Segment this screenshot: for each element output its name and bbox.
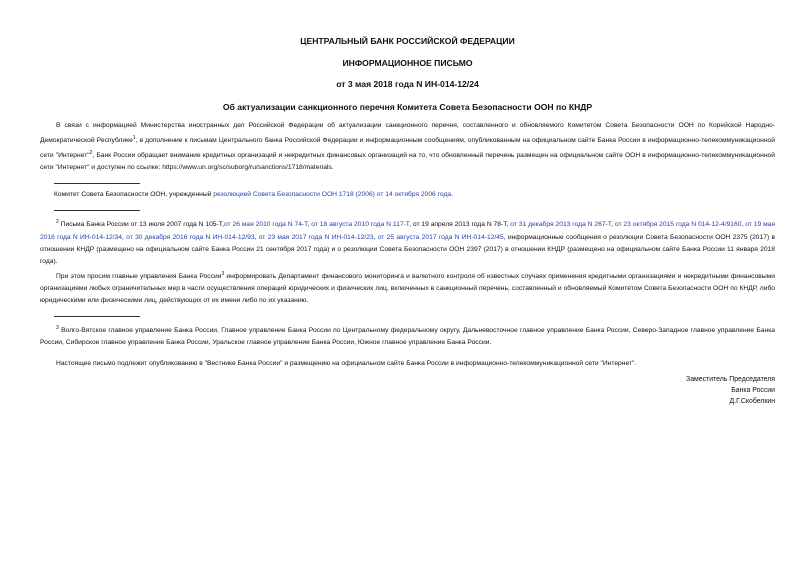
- document-number: от 3 мая 2018 года N ИН-014-12/24: [336, 79, 479, 89]
- letter-link[interactable]: от 23 октября 2015 года N 014-12-4/9160: [614, 221, 742, 229]
- footnote-2-marker: 2: [56, 219, 59, 226]
- paragraph-request-text-a: При этом просим главные управления Банка России: [56, 272, 222, 280]
- bank-name: ЦЕНТРАЛЬНЫЙ БАНК РОССИЙСКОЙ ФЕДЕРАЦИИ: [300, 36, 515, 46]
- footnote-2-text: , информационные сообщения о резолюции Совета Безопасности ООН 2375 (2017) в отношении КНДР (размещено на официальном сайте Банка России 21 сентября 2017 года) и о резолюции Совета Безопасности ООН 2397 (2017) в отношении КНДР (размещено на официальном сайте Банка России 11 января 2018 года).: [40, 233, 776, 265]
- footnote-divider: [54, 210, 140, 211]
- footnote-1: [54, 189, 775, 201]
- letter-link[interactable]: от 25 августа 2017 года N ИН-014-12/45: [377, 233, 504, 241]
- document-title: Об актуализации санкционного перечня Комитета Совета Безопасности ООН по КНДР: [222, 102, 593, 112]
- letter-link[interactable]: от 18 августа 2010 года N 117-Т: [311, 221, 410, 229]
- footnote-divider: [54, 183, 140, 184]
- document-type: ИНФОРМАЦИОННОЕ ПИСЬМО: [342, 58, 473, 68]
- footnote-divider: [54, 316, 140, 317]
- footnote-1-text: Комитет Совета Безопасности ООН, учрежденный: [54, 191, 214, 199]
- letter-link[interactable]: от 30 декабря 2016 года N ИН-014-12/93: [126, 233, 255, 241]
- footnote-ref-3[interactable]: 3: [221, 270, 225, 277]
- footnote-ref-1[interactable]: 1: [132, 135, 136, 141]
- footnote-2-text: Письма Банка России от 13 июля 2007 года N 105-Т,: [60, 221, 224, 229]
- letter-link[interactable]: от 31 декабря 2013 года N 267-Т: [510, 221, 612, 229]
- footnote-2-text: ,: [373, 233, 378, 241]
- letter-link[interactable]: от 19 мая 2016 года N ИН-014-12/34: [40, 221, 776, 241]
- paragraph-request: [40, 268, 775, 307]
- paragraph-publication: Настоящее письмо подлежит опубликованию в "Вестнике Банка России" и размещению на официальном сайте Банка России в информационно-телекоммуникационной сети "Интернет".: [56, 360, 637, 368]
- footnote-2-text: ,: [307, 221, 312, 229]
- signature-position: Заместитель Председателя: [686, 376, 775, 384]
- footnote-3-text: Волго-Вятское главное управление Банка России, Главное управление Банка России по Центральному федеральному округу, Дальневосточное главное управление Банка России, Северо-Западное главное управление Банка России, Сибирское главное управление Банка России, Уральское главное управление Банка России, Южное главное управление Банка России.: [40, 327, 776, 347]
- paragraph-intro-text-c: , Банк России обращает внимание кредитных организаций и некредитных финансовых организаций на то, что обновленный перечень размещен на официальном сайте ООН в информационно-телекоммуникационной сети "Интернет" и доступен по ссылке: https://www.un.org/sc/suborg/ru/sanctions/1718/materials.: [40, 152, 775, 172]
- resolution-1718-link[interactable]: резолюцией Совета Безопасности ООН 1718 (2006) от 14 октября 2006 года: [213, 191, 452, 199]
- footnote-3-marker: 3: [56, 324, 59, 331]
- footnote-3: [40, 322, 775, 349]
- footnote-2-text: ,: [741, 221, 746, 229]
- spacer: [40, 349, 775, 358]
- footnote-1-end: .: [451, 191, 453, 199]
- signature-block: [40, 374, 775, 407]
- signature-organization: Банка России: [731, 387, 775, 395]
- paragraph-request-text-b: информировать Департамент финансового мониторинга и валютного контроля об известных случаях применения кредитными организациями и некредитными финансовыми организациями любых ограничительных мер в части осуществления операций юридических и физических лиц, включенных в санкционный перечень, составленный и обновляемый Комитетом Совета Безопасности ООН по КНДР, либо юридическими или физическими лиц, действующих от их имени либо по их указанию.: [40, 272, 776, 304]
- letter-link[interactable]: от 26 мая 2010 года N 74-Т: [223, 221, 308, 229]
- paragraph-intro-text-b: , в дополнение к письмам Центрального банка Российской Федерации и информационным сообщениям, опубликованным на официальном сайте Банка России в информационно-телекоммуникационной сети "Интернет": [40, 137, 775, 160]
- paragraph-intro: [40, 120, 775, 174]
- letter-link[interactable]: от 23 мая 2017 года N ИН-014-12/23: [258, 233, 374, 241]
- footnote-2: [40, 216, 775, 267]
- paragraph-intro-text-a: В связи с информацией Министерства иностранных дел Российской Федерации об актуализации санкционного перечня, составленного и обновляемого Комитетом Совета Безопасности ООН по Корейской Народно-Демократической Республике: [40, 122, 775, 145]
- footnote-2-text: ,: [122, 233, 127, 241]
- footnote-2-text: ,: [254, 233, 259, 241]
- footnote-2-text: , от 19 апреля 2013 года N 78-Т,: [409, 221, 511, 229]
- signature-name: Д.Г.Скобелкин: [729, 398, 775, 406]
- footnote-2-text: ,: [611, 221, 615, 229]
- footnote-ref-2[interactable]: 2: [89, 150, 93, 157]
